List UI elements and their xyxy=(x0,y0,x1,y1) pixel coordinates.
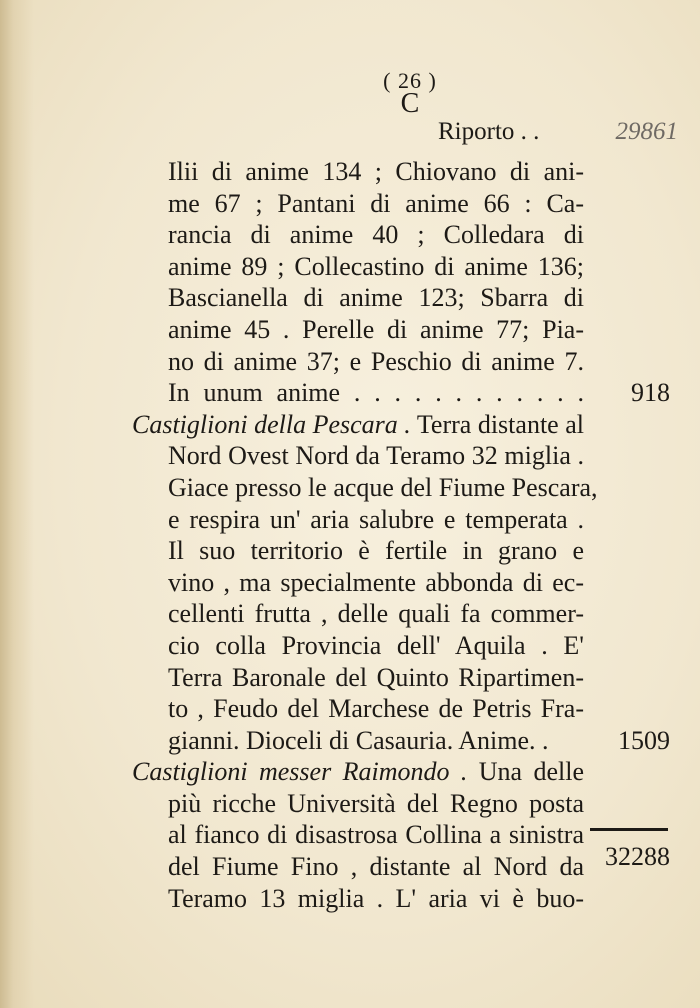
grand-total: 32288 xyxy=(605,842,670,871)
body-text xyxy=(0,156,700,914)
text-line: me 67 ; Pantani di anime 66 : Ca- xyxy=(168,188,584,218)
sum-rule xyxy=(590,828,668,831)
entry-total: 1509 xyxy=(618,725,670,755)
text-line: rancia di anime 40 ; Colledara di xyxy=(168,220,584,250)
text-line: Terra Baronale del Quinto Ripartimen- xyxy=(168,662,584,692)
entry-total: 918 xyxy=(631,378,670,408)
entry-heading-line: Castiglioni messer Raimondo . Una delle xyxy=(132,757,585,787)
text-line: Ilii di anime 134 ; Chiovano di ani- xyxy=(168,157,584,186)
text-line: In unum anime . . . . . . . . . . . . 918 xyxy=(168,378,670,408)
entry-heading: Castiglioni messer Raimondo . xyxy=(132,757,468,787)
text-line: più ricche Università del Regno posta xyxy=(168,788,584,818)
text-line: no di anime 37; e Peschio di anime 7. xyxy=(168,346,584,376)
entry-heading-line: Castiglioni della Pescara . Terra distante al xyxy=(132,409,584,439)
text-line: al fianco di disastrosa Collina a sinistra xyxy=(168,820,584,850)
entry-heading: Castiglioni della Pescara . xyxy=(132,409,411,439)
text-line: anime 89 ; Collecastino di anime 136; xyxy=(168,251,584,281)
text-line: Teramo 13 miglia . L' aria vi è buo- xyxy=(168,883,584,913)
text-line: vino , ma specialmente abbonda di ec- xyxy=(168,567,584,597)
carry-forward-label: Riporto . . xyxy=(438,118,540,145)
text-line: Il suo territorio è fertile in grano e xyxy=(168,536,584,566)
carry-forward-value: 29861 xyxy=(615,118,678,145)
text-line: to , Feudo del Marchese de Petris Fra- xyxy=(168,694,584,724)
text-line: del Fiume Fino , distante al Nord da xyxy=(168,852,584,882)
text-line: Nord Ovest Nord da Teramo 32 miglia . xyxy=(168,441,584,471)
text-line: cio colla Provincia dell' Aquila . E' xyxy=(168,630,584,660)
page-number: ( 26 ) xyxy=(383,68,437,93)
text-line: anime 45 . Perelle di anime 77; Pia- xyxy=(168,314,584,344)
signature-mark: C xyxy=(400,88,420,119)
text-line: Giace presso le acque del Fiume Pescara, xyxy=(168,472,598,502)
text-line: cellenti frutta , delle quali fa commer- xyxy=(168,599,584,629)
text-line: gianni. Dioceli di Casauria. Anime. . 1509 xyxy=(168,725,670,755)
text-line: Bascianella di anime 123; Sbarra di xyxy=(168,283,584,313)
text-line: e respira un' aria salubre e temperata . xyxy=(168,504,584,534)
